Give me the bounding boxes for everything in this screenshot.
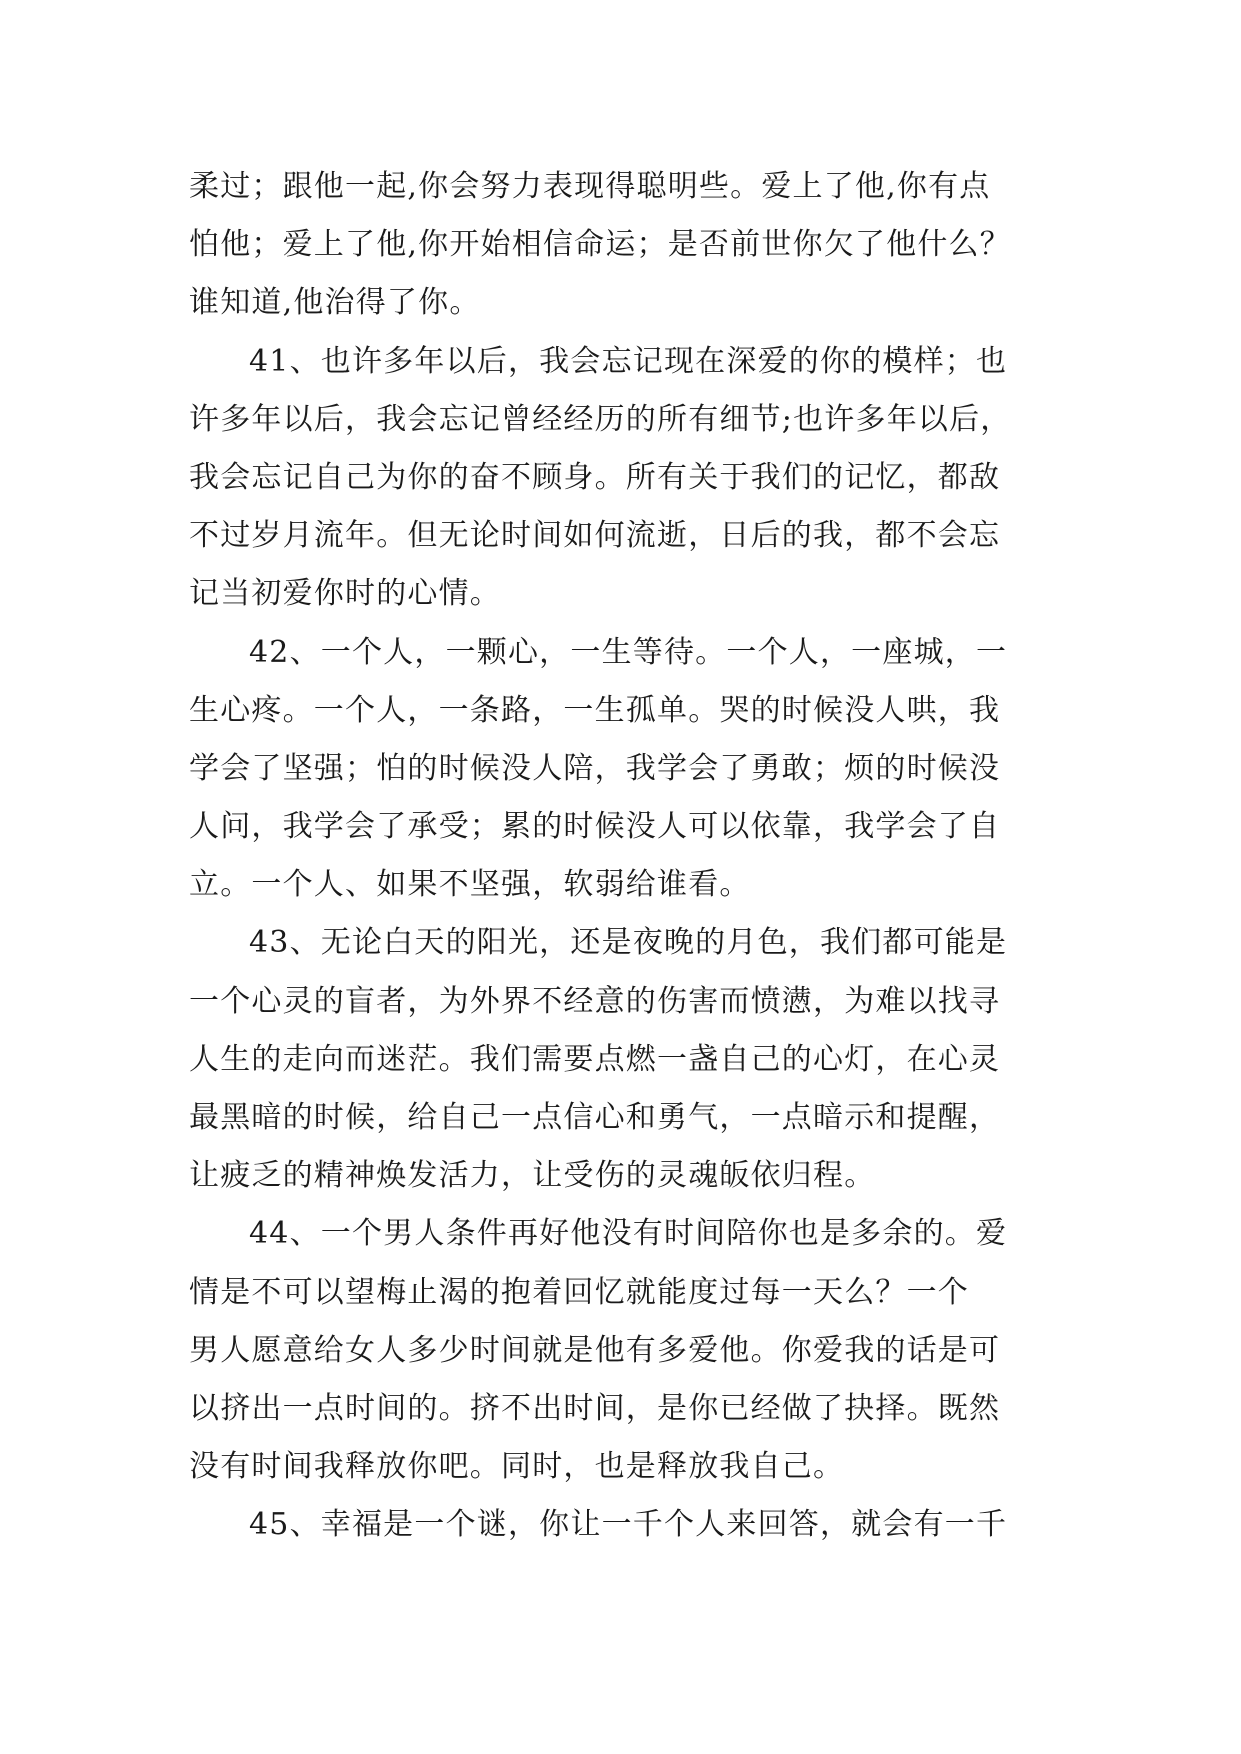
paragraph-43-start: 43、无论白天的阳光，还是夜晚的月色，我们都可能是 xyxy=(249,925,1008,961)
text-line: 柔过；跟他一起,你会努力表现得聪明些。爱上了他,你有点 xyxy=(189,169,991,204)
text-line: 人问，我学会了承受；累的时候没人可以依靠，我学会了自 xyxy=(189,809,1001,845)
paragraph-41-start: 41、也许多年以后，我会忘记现在深爱的你的模样；也 xyxy=(249,343,1008,379)
paragraph-42-start: 42、一个人，一颗心，一生等待。一个人，一座城，一 xyxy=(249,634,1008,670)
text-line: 男人愿意给女人多少时间就是他有多爱他。你爱我的话是可 xyxy=(189,1332,1001,1368)
text-line: 立。一个人、如果不坚强，软弱给谁看。 xyxy=(189,867,751,903)
text-line: 学会了坚强；怕的时候没人陪，我学会了勇敢；烦的时候没 xyxy=(189,750,1001,786)
paragraph-44-start: 44、一个男人条件再好他没有时间陪你也是多余的。爱 xyxy=(249,1216,1008,1252)
text-line: 最黑暗的时候，给自己一点信心和勇气，一点暗示和提醒， xyxy=(189,1100,1001,1135)
text-line: 怕他；爱上了他,你开始相信命运；是否前世你欠了他什么？ xyxy=(189,227,1011,263)
text-line: 谁知道,他治得了你。 xyxy=(189,285,481,321)
text-line: 人生的走向而迷茫。我们需要点燃一盏自己的心灯，在心灵 xyxy=(189,1041,1001,1077)
text-line: 没有时间我释放你吧。同时，也是释放我自己。 xyxy=(189,1449,845,1485)
text-line: 一个心灵的盲者，为外界不经意的伤害而愤懑，为难以找寻 xyxy=(189,983,1001,1019)
text-line: 生心疼。一个人，一条路，一生孤单。哭的时候没人哄，我 xyxy=(189,692,1001,728)
text-line: 我会忘记自己为你的奋不顾身。所有关于我们的记忆，都敌 xyxy=(189,459,1001,495)
text-line: 不过岁月流年。但无论时间如何流逝，日后的我，都不会忘 xyxy=(189,518,1001,554)
text-line: 情是不可以望梅止渴的抱着回忆就能度过每一天么？一个 xyxy=(189,1274,969,1310)
text-line: 以挤出一点时间的。挤不出时间，是你已经做了抉择。既然 xyxy=(189,1390,1001,1426)
paragraph-45-start: 45、幸福是一个谜，你让一千个人来回答，就会有一千 xyxy=(249,1507,1008,1543)
text-line: 让疲乏的精神焕发活力，让受伤的灵魂皈依归程。 xyxy=(189,1158,876,1194)
body-text xyxy=(189,158,1069,1555)
text-line: 许多年以后，我会忘记曾经经历的所有细节;也许多年以后， xyxy=(189,401,1012,437)
text-line: 记当初爱你时的心情。 xyxy=(189,576,501,612)
